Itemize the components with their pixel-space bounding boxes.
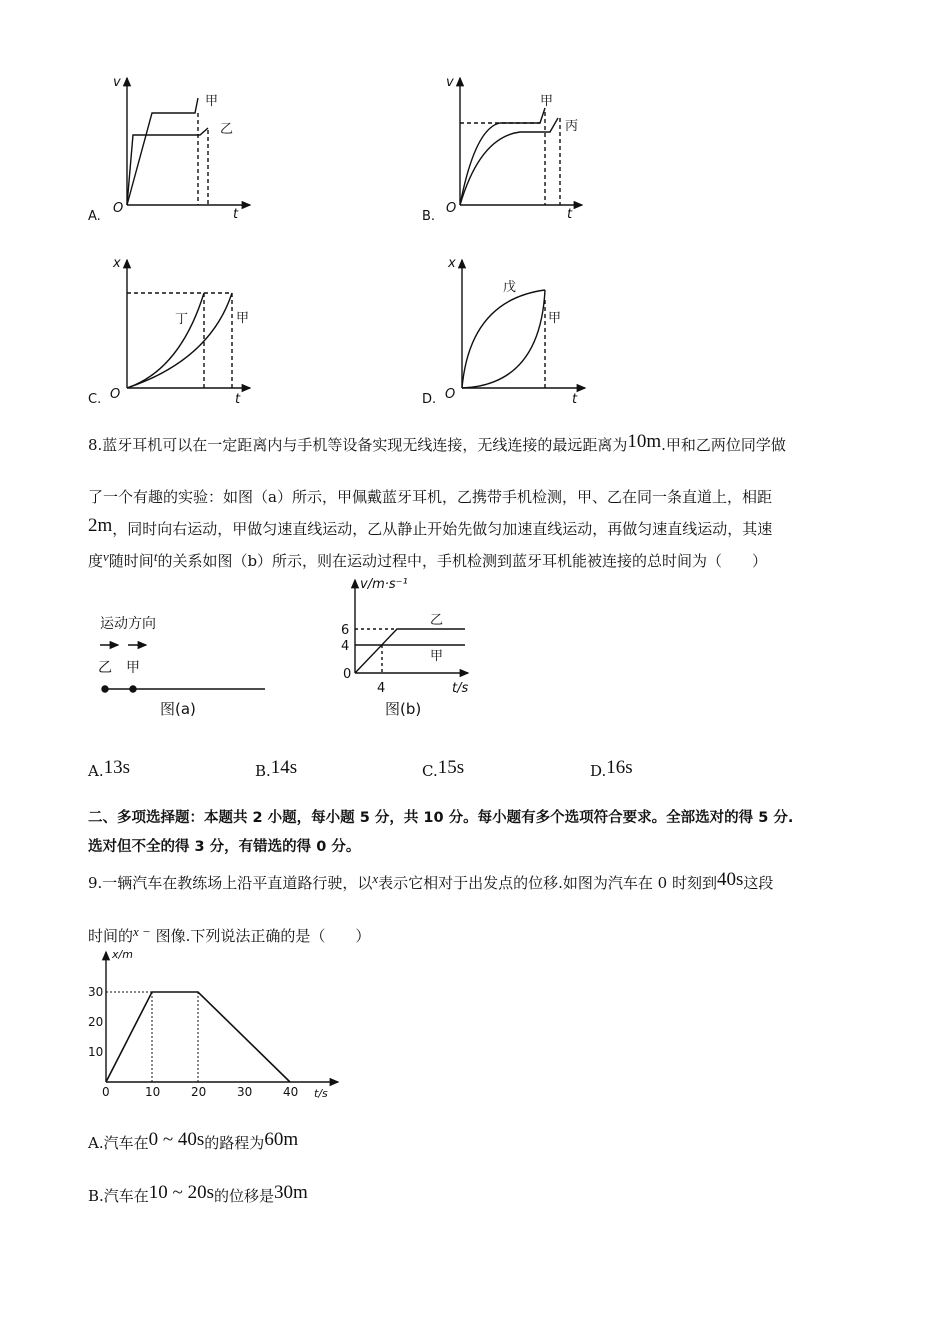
text: 图像.下列说法正确的是（ ）	[150, 927, 371, 945]
curve-label: 甲	[430, 649, 444, 664]
curve-label: 丁	[175, 312, 189, 327]
label: B.	[255, 762, 271, 780]
axis-label: x	[113, 256, 121, 271]
y-tick-label: 20	[88, 1015, 104, 1029]
axis-label: t	[572, 392, 578, 407]
direction-label: 运动方向	[100, 616, 156, 632]
x-tick-label: 30	[237, 1085, 253, 1099]
text: B.汽车在	[88, 1187, 149, 1205]
q8-line-3	[88, 516, 772, 539]
axis-label: t	[233, 207, 239, 222]
section-2-heading-cont: 选对但不全的得 3 分，有错选的得 0 分。	[88, 839, 361, 855]
text: 8.蓝牙耳机可以在一定距离内与手机等设备实现无线连接，无线连接的最远距离为	[88, 436, 628, 454]
axis-label: x	[448, 256, 456, 271]
curve-label: 戊	[503, 280, 517, 295]
curve-label: 丙	[565, 119, 579, 134]
q8-option-a[interactable]	[88, 757, 130, 780]
value: 14s	[270, 757, 298, 778]
x-tick-label: 0	[102, 1085, 110, 1099]
section-2-heading: 二、多项选择题：本题共 2 小题，每小题 5 分，共 10 分。每小题有多个选项符合要求。全部选对的得 5 分.	[88, 810, 794, 826]
option-b-label: B.	[422, 209, 436, 224]
person-yi-label: 乙	[98, 660, 112, 676]
tick-label: 4	[341, 639, 350, 654]
figure-b	[355, 580, 468, 673]
math: v	[103, 549, 109, 564]
axis-label: v/m·s⁻¹	[360, 577, 408, 592]
value: 15s	[437, 757, 465, 778]
value: 16s	[606, 757, 633, 778]
label: C.	[422, 762, 438, 780]
figure-b-caption: 图(b)	[385, 700, 422, 718]
q8-option-d[interactable]	[590, 757, 633, 780]
x-tick-label: 10	[145, 1085, 161, 1099]
tick-label: 6	[341, 623, 350, 638]
text: 的关系如图（b）所示，则在运动过程中，手机检测到蓝牙耳机能被连接的总时间为（ ）	[157, 552, 768, 570]
person-jia-label: 甲	[126, 660, 140, 676]
chart-q9-axes	[106, 952, 338, 1082]
text: ，同时向右运动，甲做匀速直线运动，乙从静止开始先做匀加速直线运动，再做匀速直线运动，其速	[112, 520, 773, 538]
origin-label: O	[110, 387, 121, 402]
q9-line-2	[88, 922, 370, 946]
x-tick-label: 40	[283, 1085, 299, 1099]
math: x	[372, 871, 379, 886]
option-a-label: A.	[88, 209, 101, 224]
text: 度	[88, 552, 104, 570]
graph-a	[127, 78, 250, 205]
q8-line-2: 了一个有趣的实验：如图（a）所示，甲佩戴蓝牙耳机，乙携带手机检测，甲、乙在同一条直道上，相距	[88, 488, 772, 506]
axis-label: t	[235, 392, 241, 407]
q9-option-b[interactable]	[88, 1183, 308, 1206]
y-tick-label: 30	[88, 985, 104, 999]
text: 随时间	[108, 552, 154, 570]
value: 13s	[103, 757, 131, 778]
text: 时间的	[88, 927, 134, 945]
y-tick-label: 10	[88, 1045, 104, 1059]
math: 40s	[716, 869, 744, 890]
text: A.汽车在	[88, 1134, 149, 1152]
text: 9.一辆汽车在教练场上沿平直道路行驶，以	[88, 874, 373, 892]
curve-label: 甲	[540, 94, 554, 109]
curve-label: 乙	[220, 122, 234, 137]
curve-label: 甲	[548, 311, 562, 326]
axis-label: v	[113, 75, 121, 90]
math: 30m	[274, 1182, 308, 1203]
option-c-label: C.	[88, 392, 102, 407]
origin-label: O	[445, 387, 456, 402]
text: 这段	[743, 874, 774, 892]
q9-line-1	[88, 869, 773, 893]
text: 的路程为	[204, 1134, 265, 1152]
figure-a	[100, 645, 265, 692]
q8-line-4	[88, 547, 767, 571]
math: 2m	[88, 515, 113, 536]
option-d-label: D.	[422, 392, 437, 407]
tick-label: 0	[343, 667, 352, 682]
graph-c	[127, 260, 250, 388]
figure-a-caption: 图(a)	[160, 700, 196, 718]
axis-label: t	[567, 207, 573, 222]
label: A.	[88, 762, 104, 780]
graph-d	[462, 260, 585, 388]
math: 10m	[627, 431, 662, 452]
q9-option-a[interactable]	[88, 1130, 298, 1153]
text: .甲和乙两位同学做	[661, 436, 786, 454]
curve-label: 甲	[236, 311, 250, 326]
text: 的位移是	[213, 1187, 274, 1205]
x-tick-label: 20	[191, 1085, 207, 1099]
chart-x-label: t/s	[314, 1087, 328, 1100]
curve-label: 乙	[430, 613, 444, 628]
math: 10 ~ 20s	[148, 1182, 214, 1203]
math: t	[153, 549, 158, 564]
q8-option-b[interactable]	[255, 757, 297, 780]
math: 0 ~ 40s	[148, 1129, 205, 1150]
axis-label: v	[446, 75, 454, 90]
math: x −	[133, 924, 151, 939]
chart-y-label: x/m	[112, 948, 133, 961]
label: D.	[590, 762, 607, 780]
math: 60m	[264, 1129, 299, 1150]
q8-line-1	[88, 432, 786, 455]
origin-label: O	[113, 201, 124, 216]
text: 表示它相对于出发点的位移.如图为汽车在 0 时刻到	[378, 874, 717, 892]
origin-label: O	[446, 201, 457, 216]
tick-label: 4	[377, 681, 386, 696]
q8-option-c[interactable]	[422, 757, 464, 780]
axis-label: t/s	[452, 681, 469, 696]
curve-label: 甲	[205, 94, 219, 109]
graph-b	[460, 78, 582, 205]
